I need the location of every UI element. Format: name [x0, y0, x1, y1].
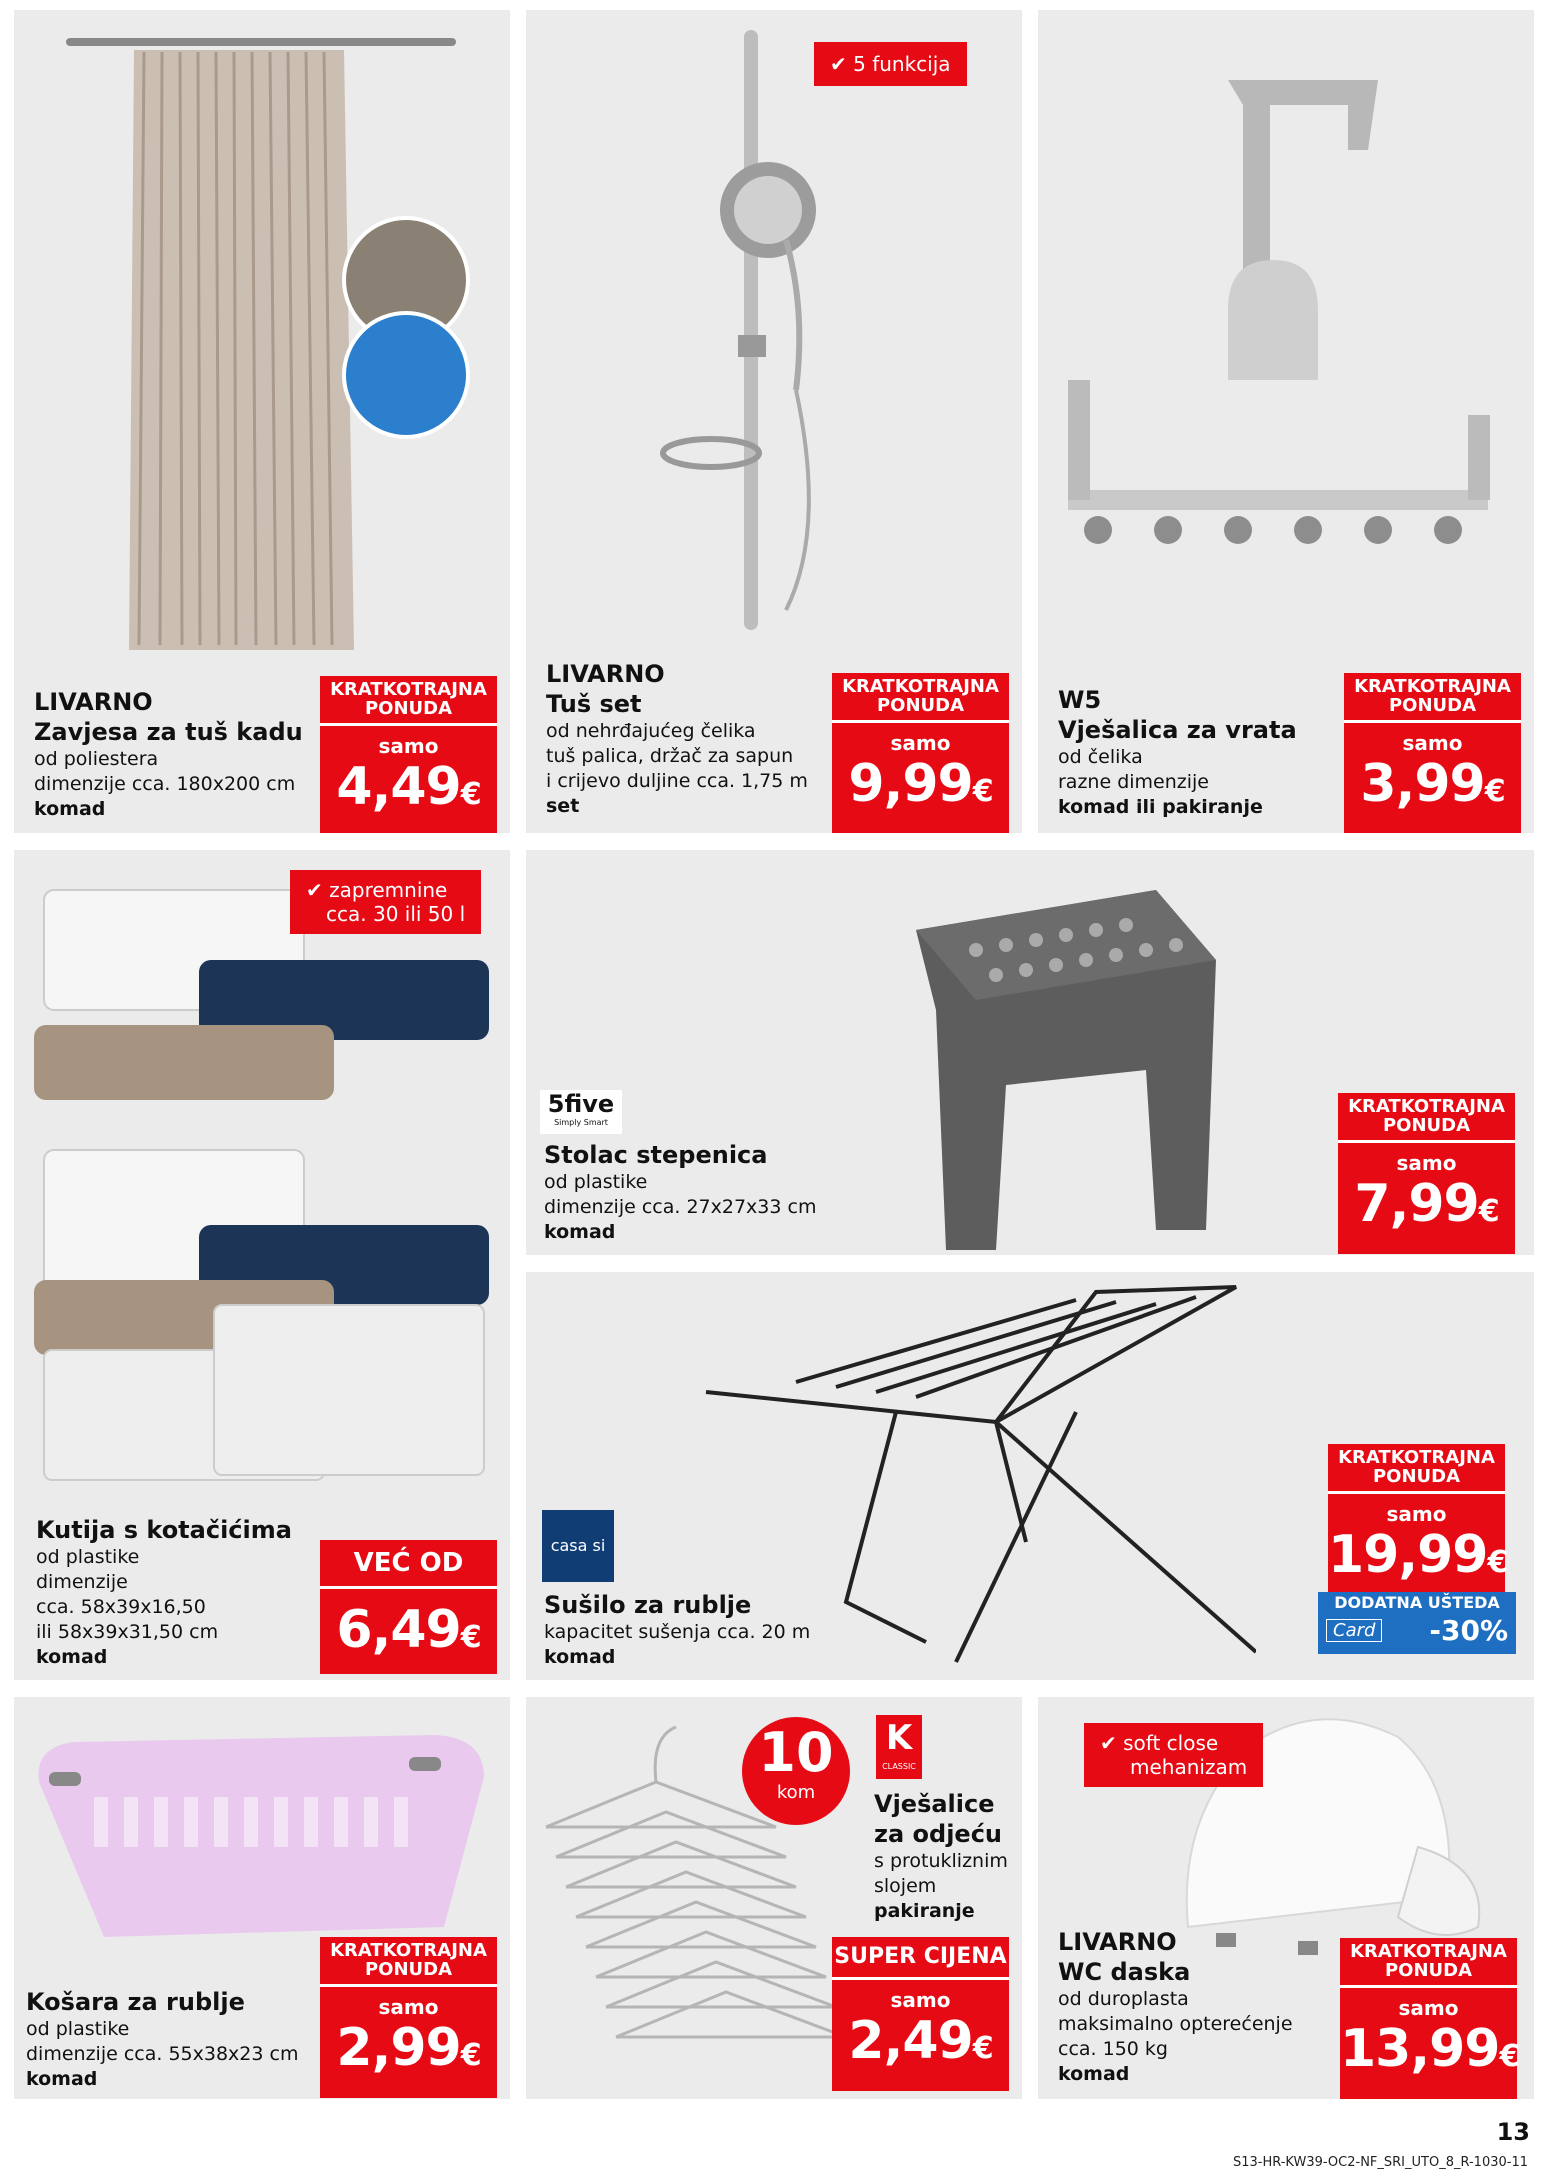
product-desc: s protukliznim	[874, 1850, 1008, 1872]
product-unit: pakiranje	[874, 1900, 975, 1922]
product-title: WC daska	[1058, 1958, 1191, 1986]
product-desc: kapacitet sušenja cca. 20 m	[544, 1621, 811, 1643]
price-box	[832, 1937, 1009, 2091]
price: 6,49	[336, 1600, 461, 1660]
currency: €	[972, 2031, 993, 2066]
check-icon: ✔	[830, 52, 854, 76]
product-title: Tuš set	[546, 690, 642, 718]
product-tile-laundry-basket[interactable]	[14, 1697, 510, 2099]
offer-tag: KRATKOTRAJNA PONUDA	[832, 673, 1009, 720]
price: 4,49	[336, 757, 461, 817]
price: 19,99	[1328, 1525, 1488, 1585]
currency: €	[1499, 2039, 1520, 2074]
storage-boxes-image	[14, 850, 510, 1500]
step-stool-image	[856, 850, 1256, 1250]
product-desc: slojem	[874, 1875, 937, 1897]
label-samo: samo	[1398, 1996, 1459, 2020]
offer-tag: KRATKOTRAJNA PONUDA	[320, 1937, 497, 1984]
price-box	[1340, 1938, 1520, 2099]
offer-tag: KRATKOTRAJNA PONUDA	[320, 676, 497, 723]
product-unit: komad	[544, 1221, 616, 1243]
product-title: za odjeću	[874, 1820, 1003, 1848]
product-desc: dimenzije	[36, 1571, 128, 1593]
currency: €	[460, 1620, 481, 1655]
currency: €	[1487, 1545, 1508, 1580]
product-title: Sušilo za rublje	[544, 1591, 752, 1619]
product-tile-clothes-hangers[interactable]	[526, 1697, 1022, 2099]
product-tile-storage-boxes[interactable]	[14, 850, 510, 1680]
k-classic-logo: K CLASSIC	[876, 1715, 922, 1779]
offer-tag: KRATKOTRAJNA PONUDA	[1344, 673, 1521, 720]
product-unit: komad	[36, 1646, 108, 1668]
product-desc: razne dimenzije	[1058, 771, 1209, 793]
product-tile-door-hanger[interactable]	[1038, 10, 1534, 833]
price: 2,99	[336, 2018, 461, 2078]
brand: W5	[1058, 686, 1102, 714]
currency: €	[460, 777, 481, 812]
product-desc: od nehrđajućeg čelika	[546, 720, 756, 742]
currency: €	[1478, 1194, 1499, 1229]
check-icon: ✔	[306, 878, 330, 902]
page-number: 13	[1496, 2118, 1530, 2146]
product-title: Košara za rublje	[26, 1988, 245, 2016]
product-desc: od plastike	[26, 2018, 130, 2040]
card-discount-badge: DODATNA UŠTEDA Card -30%	[1318, 1592, 1516, 1654]
check-icon: ✔	[1100, 1731, 1124, 1755]
product-desc: i crijevo duljine cca. 1,75 m	[546, 770, 808, 792]
product-desc: tuš palica, držač za sapun	[546, 745, 794, 767]
offer-tag: SUPER CIJENA	[832, 1937, 1009, 1977]
offer-tag: KRATKOTRAJNA PONUDA	[1338, 1093, 1515, 1140]
product-unit: komad	[34, 798, 106, 820]
label-samo: samo	[890, 1988, 951, 2012]
product-title: Vješalica za vrata	[1058, 716, 1297, 744]
label-samo: samo	[1396, 1151, 1457, 1175]
product-tile-step-stool[interactable]	[526, 850, 1534, 1255]
product-unit: komad	[544, 1646, 616, 1668]
offer-tag: KRATKOTRAJNA PONUDA	[1340, 1938, 1517, 1985]
offer-tag: VEĆ OD	[320, 1540, 497, 1586]
price-box	[1338, 1093, 1515, 1254]
product-desc: od čelika	[1058, 746, 1143, 768]
brand: LIVARNO	[546, 660, 665, 688]
product-tile-toilet-seat[interactable]	[1038, 1697, 1534, 2099]
price-box	[320, 1540, 497, 1674]
door-hanger-image	[1038, 10, 1534, 650]
shower-set-image	[526, 10, 1022, 670]
product-title: Zavjesa za tuš kadu	[34, 718, 303, 746]
currency: €	[972, 774, 993, 809]
product-desc: od plastike	[36, 1546, 140, 1568]
shower-curtain-image	[14, 10, 510, 690]
brand: LIVARNO	[34, 688, 153, 716]
feature-badge: ✔ 5 funkcija	[814, 42, 967, 86]
product-desc: cca. 58x39x16,50	[36, 1596, 206, 1618]
pack-count-badge: 10 kom	[742, 1717, 850, 1825]
product-desc: dimenzije cca. 27x27x33 cm	[544, 1196, 817, 1218]
brand: LIVARNO	[1058, 1928, 1177, 1956]
product-unit: komad	[26, 2068, 98, 2090]
product-title: Kutija s kotačićima	[36, 1516, 292, 1544]
price-box	[832, 673, 1009, 833]
label-samo: samo	[378, 1995, 439, 2019]
label-samo: samo	[890, 731, 951, 755]
product-tile-curtain[interactable]	[14, 10, 510, 833]
price-box	[1328, 1444, 1508, 1596]
product-tile-clothes-dryer[interactable]	[526, 1272, 1534, 1680]
label-samo: samo	[1386, 1502, 1447, 1526]
offer-tag: KRATKOTRAJNA PONUDA	[1328, 1444, 1505, 1491]
product-unit: set	[546, 795, 580, 817]
brand-logo-5five: 5five Simply Smart	[540, 1090, 622, 1134]
product-desc: cca. 150 kg	[1058, 2038, 1168, 2060]
price: 9,99	[848, 754, 973, 814]
card-icon: Card	[1326, 1619, 1382, 1642]
footer-code: S13-HR-KW39-OC2-NF_SRI_UTO_8_R-1030-11	[1232, 2155, 1528, 2170]
currency: €	[1484, 774, 1505, 809]
product-desc: ili 58x39x31,50 cm	[36, 1621, 219, 1643]
product-desc: od duroplasta	[1058, 1988, 1189, 2010]
currency: €	[460, 2038, 481, 2073]
product-desc: od plastike	[544, 1171, 648, 1193]
label-samo: samo	[378, 734, 439, 758]
product-desc: dimenzije cca. 55x38x23 cm	[26, 2043, 299, 2065]
soft-close-badge: ✔ soft close mehanizam	[1084, 1723, 1263, 1787]
product-desc: dimenzije cca. 180x200 cm	[34, 773, 296, 795]
price: 2,49	[848, 2011, 973, 2071]
product-unit: komad	[1058, 2063, 1130, 2085]
price-box	[320, 676, 497, 833]
product-tile-shower-set[interactable]	[526, 10, 1022, 833]
laundry-basket-image	[14, 1697, 510, 1947]
product-unit: komad ili pakiranje	[1058, 796, 1263, 818]
price-box	[1344, 673, 1521, 833]
product-title: Stolac stepenica	[544, 1141, 768, 1169]
price: 13,99	[1340, 2019, 1500, 2079]
brand-logo-casa-si: casa si	[542, 1510, 614, 1582]
label-samo: samo	[1402, 731, 1463, 755]
product-desc: maksimalno opterećenje	[1058, 2013, 1293, 2035]
price: 3,99	[1360, 754, 1485, 814]
price-box	[320, 1937, 497, 2098]
product-title: Vješalice	[874, 1790, 995, 1818]
volume-badge: ✔ zapremnine cca. 30 ili 50 l	[290, 870, 481, 934]
product-desc: od poliestera	[34, 748, 159, 770]
price: 7,99	[1354, 1174, 1479, 1234]
